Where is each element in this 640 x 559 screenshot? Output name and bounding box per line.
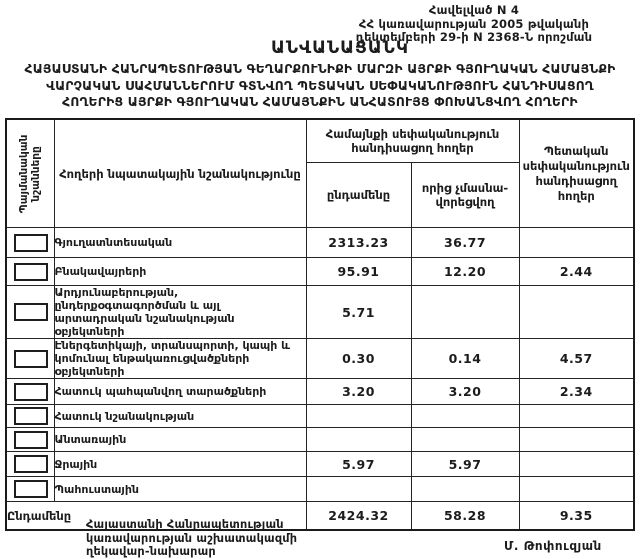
column-header-non-privatizable: որից չմասնավորեցվող: [411, 163, 519, 228]
land-category-label: Գյուղատնտեսական: [54, 228, 306, 258]
value-non-privatizable: 12.20: [411, 258, 519, 286]
value-non-privatizable: [411, 405, 519, 428]
value-state-owned: [519, 452, 634, 477]
legend-box-icon: [14, 350, 48, 368]
symbols-header-vertical-text: Պայմանական նշանները: [18, 134, 43, 213]
legend-box-icon: [14, 383, 48, 401]
legend-cell: [6, 405, 54, 428]
legend-box-icon: [14, 455, 48, 473]
signatory-line-1: Հայաստանի Հանրապետության: [86, 518, 284, 531]
table-row: [6, 339, 634, 379]
value-state-owned: 2.34: [519, 379, 634, 405]
table-row: [6, 258, 634, 286]
value-non-privatizable: [411, 477, 519, 502]
legend-cell: [6, 428, 54, 452]
value-non-privatizable: 0.14: [411, 339, 519, 379]
legend-cell: [6, 452, 54, 477]
value-state-owned: [519, 228, 634, 258]
value-state-owned: [519, 477, 634, 502]
value-state-owned: [519, 405, 634, 428]
column-header-land-purpose: Հողերի նպատակային նշանակությունը: [54, 119, 306, 228]
legend-box-icon: [14, 480, 48, 498]
signatory-title-block: [86, 518, 297, 559]
value-community-total: 0.30: [306, 339, 411, 379]
value-state-owned: [519, 428, 634, 452]
total-state-owned: 9.35: [519, 502, 634, 531]
land-category-label: Ջրային: [54, 452, 306, 477]
legend-box-icon: [14, 263, 48, 281]
value-non-privatizable: [411, 286, 519, 339]
value-community-total: 5.71: [306, 286, 411, 339]
column-header-state-owned: Պետական սեփականություն հանդիսացող հողեր: [519, 119, 634, 228]
table-row: [6, 477, 634, 502]
value-community-total: [306, 428, 411, 452]
subtitle-line-2: ՎԱՐՉԱԿԱՆ ՍԱՀՄԱՆՆԵՐՈՒՄ ԳՏՆՎՈՂ ՊԵՏԱԿԱՆ ՍԵՓԱԿԱՆՈՒԹՅՈՒՆ ՀԱՆԴԻՍԱՑՈՂ: [46, 78, 594, 93]
legend-box-icon: [14, 407, 48, 425]
column-header-symbols: [6, 119, 54, 228]
appendix-line-1: Հավելված N 4: [428, 3, 520, 17]
table-row: [6, 379, 634, 405]
appendix-line-2: ՀՀ կառավարության 2005 թվականի: [358, 16, 590, 31]
land-category-label: Անտառային: [54, 428, 306, 452]
appendix-line-3: դեկտեմբերի 29-ի N 2368-Ն որոշման: [355, 30, 593, 44]
land-category-label: Էներգետիկայի, տրանսպորտի, կապի և կոմունալ ենթակառուցվածքների օբյեկտների: [54, 339, 306, 379]
legend-cell: [6, 339, 54, 379]
legend-cell: [6, 286, 54, 339]
value-state-owned: 2.44: [519, 258, 634, 286]
legend-box-icon: [14, 303, 48, 321]
table-row: [6, 405, 634, 428]
page-title: ԱՆՎԱՆԱՑԱՆԿ: [271, 38, 409, 58]
land-category-label: Բնակավայրերի: [54, 258, 306, 286]
value-community-total: 95.91: [306, 258, 411, 286]
subtitle-line-3: ՀՈՂԵՐԻՑ ԱՅՐՔԻ ԳՅՈՒՂԱԿԱՆ ՀԱՄԱՅՆՔԻՆ ԱՆՀԱՏՈՒՅՑ ՓՈԽԱՆՑՎՈՂ ՀՈՂԵՐԻ: [62, 95, 578, 109]
value-state-owned: [519, 286, 634, 339]
table-row: [6, 228, 634, 258]
column-group-community-owned: Համայնքի սեփականություն հանդիսացող հողեր: [306, 119, 519, 163]
value-community-total: 3.20: [306, 379, 411, 405]
column-header-total: ընդամենը: [306, 163, 411, 228]
signatory-line-2: կառավարության աշխատակազմի: [86, 531, 298, 545]
value-non-privatizable: 3.20: [411, 379, 519, 405]
legend-box-icon: [14, 234, 48, 252]
legend-box-icon: [14, 431, 48, 449]
land-category-label: Պահուստային: [54, 477, 306, 502]
table-row: [6, 452, 634, 477]
value-community-total: 2313.23: [306, 228, 411, 258]
legend-cell: [6, 379, 54, 405]
value-state-owned: 4.57: [519, 339, 634, 379]
value-non-privatizable: 36.77: [411, 228, 519, 258]
land-category-label: Հատուկ պահպանվող տարածքների: [54, 379, 306, 405]
table-row: [6, 286, 634, 339]
document-subtitle: [0, 61, 640, 111]
legend-cell: [6, 228, 54, 258]
signatory-name: Մ. Թոփուզյան: [504, 539, 602, 553]
value-non-privatizable: 5.97: [411, 452, 519, 477]
table-row: [6, 428, 634, 452]
land-category-label: Հատուկ նշանակության: [54, 405, 306, 428]
value-community-total: [306, 405, 411, 428]
value-community-total: 5.97: [306, 452, 411, 477]
land-category-label: Արդյունաբերության, ընդերքօգտագործման և այլ արտադրական նշանակության օբյեկտների: [54, 286, 306, 339]
value-community-total: [306, 477, 411, 502]
total-community-total: 2424.32: [306, 502, 411, 531]
total-non-privatizable: 58.28: [411, 502, 519, 531]
signatory-line-3: ղեկավար-նախարար: [86, 545, 216, 558]
legend-cell: [6, 477, 54, 502]
value-non-privatizable: [411, 428, 519, 452]
legend-cell: [6, 258, 54, 286]
land-transfer-table: [5, 118, 635, 531]
total-row-label: Ընդամենը: [6, 502, 306, 531]
subtitle-line-1: ՀԱՅԱՍՏԱՆԻ ՀԱՆՐԱՊԵՏՈՒԹՅԱՆ ԳԵՂԱՐՔՈՒՆԻՔԻ ՄԱՐԶԻ ԱՅՐՔԻ ԳՅՈՒՂԱԿԱՆ ՀԱՄԱՅՆՔԻ: [24, 62, 616, 76]
